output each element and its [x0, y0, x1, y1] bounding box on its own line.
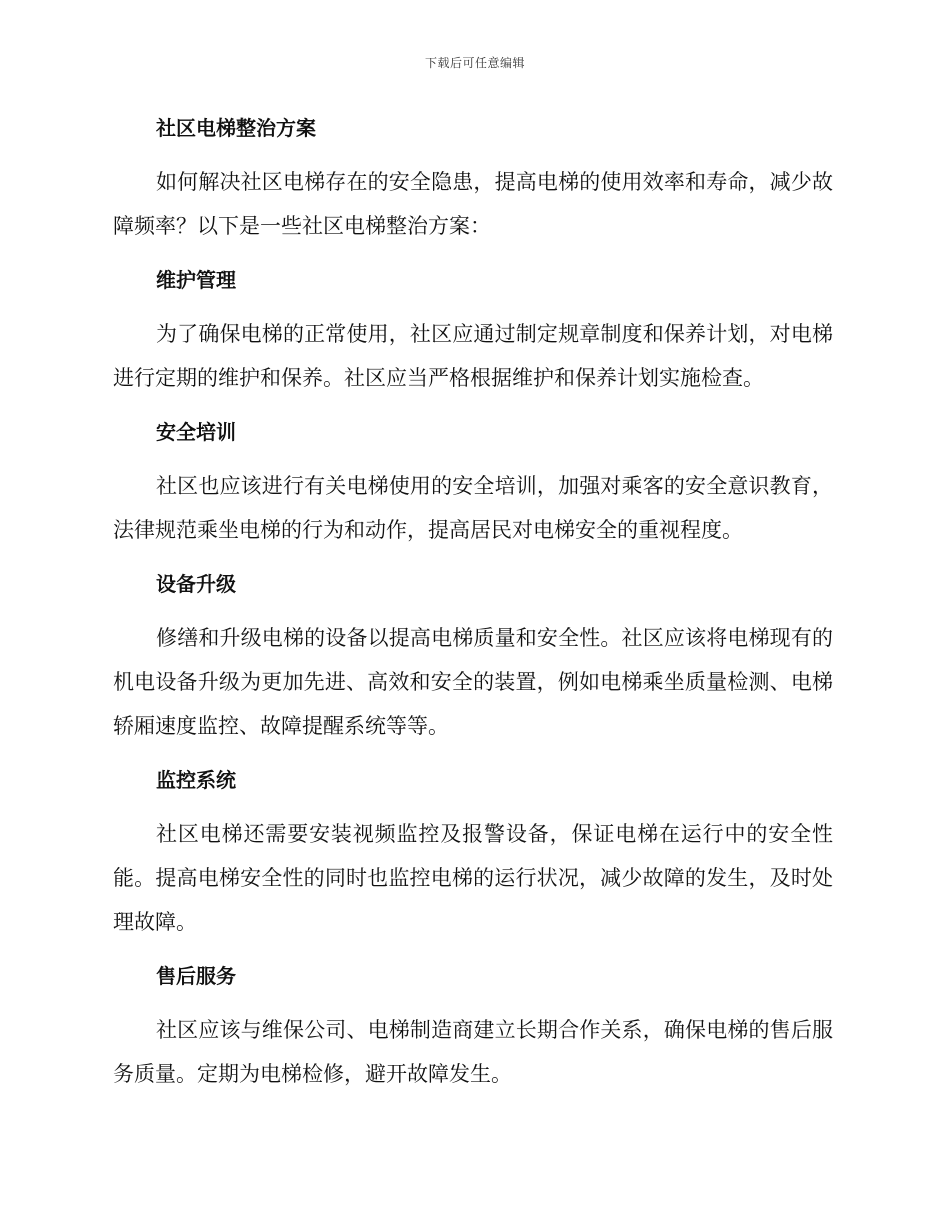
- section-body-safety-training: 社区也应该进行有关电梯使用的安全培训，加强对乘客的安全意识教育，法律规范乘坐电梯的行为和动作，提高居民对电梯安全的重视程度。: [113, 474, 833, 542]
- section-heading-equipment-upgrade: 设备升级: [156, 572, 236, 596]
- section-body-maintenance: 为了确保电梯的正常使用，社区应通过制定规章制度和保养计划，对电梯进行定期的维护和保养。社区应当严格根据维护和保养计划实施检查。: [113, 322, 833, 390]
- section-heading-monitoring-system: 监控系统: [156, 768, 236, 792]
- document-title: 社区电梯整治方案: [156, 116, 316, 140]
- section-heading-safety-training: 安全培训: [156, 420, 236, 444]
- section-heading-after-sales: 售后服务: [156, 964, 236, 988]
- document-body: [113, 108, 833, 1108]
- section-body-after-sales: 社区应该与维保公司、电梯制造商建立长期合作关系，确保电梯的售后服务质量。定期为电梯检修，避开故障发生。: [113, 1018, 833, 1086]
- section-body-monitoring-system: 社区电梯还需要安装视频监控及报警设备，保证电梯在运行中的安全性能。提高电梯安全性的同时也监控电梯的运行状况，减少故障的发生，及时处理故障。: [113, 822, 833, 934]
- page-header-note: 下载后可任意编辑: [424, 56, 525, 70]
- intro-paragraph: 如何解决社区电梯存在的安全隐患，提高电梯的使用效率和寿命，减少故障频率？以下是一些社区电梯整治方案：: [113, 170, 833, 238]
- section-body-equipment-upgrade: 修缮和升级电梯的设备以提高电梯质量和安全性。社区应该将电梯现有的机电设备升级为更加先进、高效和安全的装置，例如电梯乘坐质量检测、电梯轿厢速度监控、故障提醒系统等等。: [113, 626, 833, 738]
- section-heading-maintenance: 维护管理: [156, 268, 236, 292]
